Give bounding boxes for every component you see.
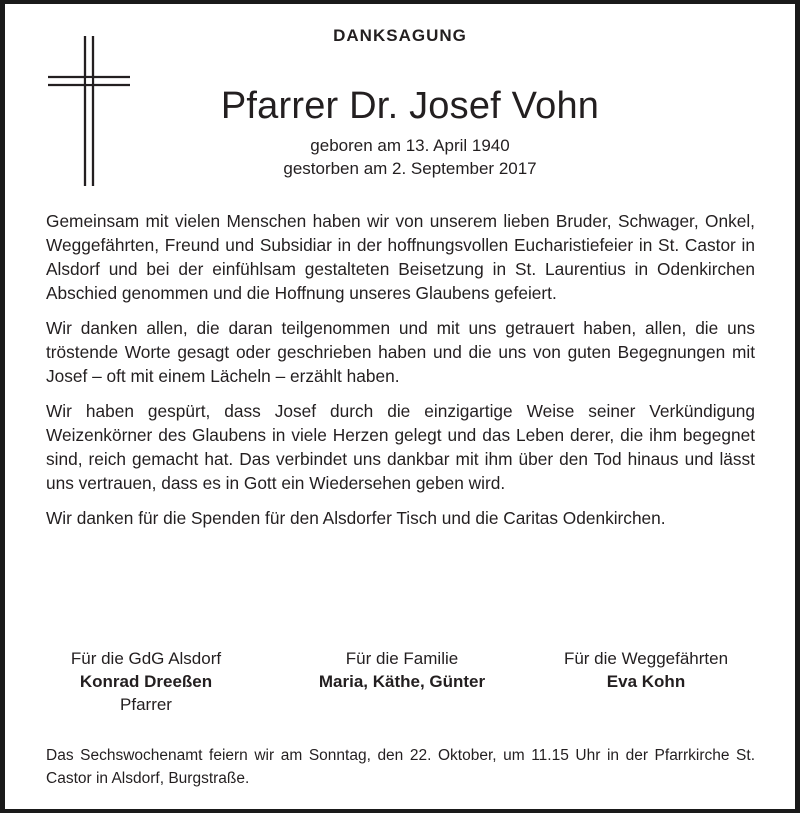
paragraph: Wir danken allen, die daran teilgenommen und mit uns getrauert haben, allen, die uns tröstende Worte gesagt oder geschrieben haben und die uns von guten Begegnungen mit Josef – oft mit einem Lächeln – erzählt haben.	[46, 318, 755, 386]
signature-companions	[526, 647, 766, 693]
signature-name: Maria, Käthe, Günter	[318, 672, 486, 691]
obituary-card	[5, 4, 795, 809]
signature-for: Für die GdG Alsdorf	[70, 649, 222, 668]
cross-icon	[48, 36, 130, 191]
message-body	[46, 209, 755, 541]
signature-family	[282, 647, 522, 693]
life-dates	[225, 134, 595, 180]
signature-role: Pfarrer	[120, 695, 172, 714]
heading: DANKSAGUNG	[333, 26, 467, 45]
paragraph: Wir danken für die Spenden für den Alsdorfer Tisch und die Caritas Odenkirchen.	[46, 508, 666, 528]
signature-for: Für die Familie	[345, 649, 459, 668]
death-date: gestorben am 2. September 2017	[283, 159, 537, 178]
paragraph: Gemeinsam mit vielen Menschen haben wir von unserem lieben Bruder, Schwager, Onkel, Weggefährten, Freund und Subsidiar in der hoffnungsvollen Eucharistiefeier in St. Castor in Alsdorf und bei der einfühlsam gestalteten Beisetzung in St. Laurentius in Odenkirchen Abschied genommen und die Hoffnung unseres Glaubens gefeiert.	[46, 211, 755, 303]
memorial-mass-note: Das Sechswochenamt feiern wir am Sonntag, den 22. Oktober, um 11.15 Uhr in der Pfarrkirche St. Castor in Alsdorf, Burgstraße.	[46, 747, 755, 787]
birth-date: geboren am 13. April 1940	[310, 136, 510, 155]
signature-name: Eva Kohn	[606, 672, 686, 691]
signature-name: Konrad Dreeßen	[79, 672, 213, 691]
deceased-name: Pfarrer Dr. Josef Vohn	[220, 85, 600, 127]
signature-gdg	[26, 647, 266, 716]
paragraph: Wir haben gespürt, dass Josef durch die einzigartige Weise seiner Verkündigung Weizenkörner des Glaubens in viele Herzen gelegt und das Leben derer, die ihm begegnet sind, reich gemacht hat. Das verbindet uns dankbar mit ihm über den Tod hinaus und lässt uns vertrauen, dass es in Gott ein Wiedersehen geben wird.	[46, 401, 755, 493]
signature-for: Für die Weggefährten	[563, 649, 729, 668]
